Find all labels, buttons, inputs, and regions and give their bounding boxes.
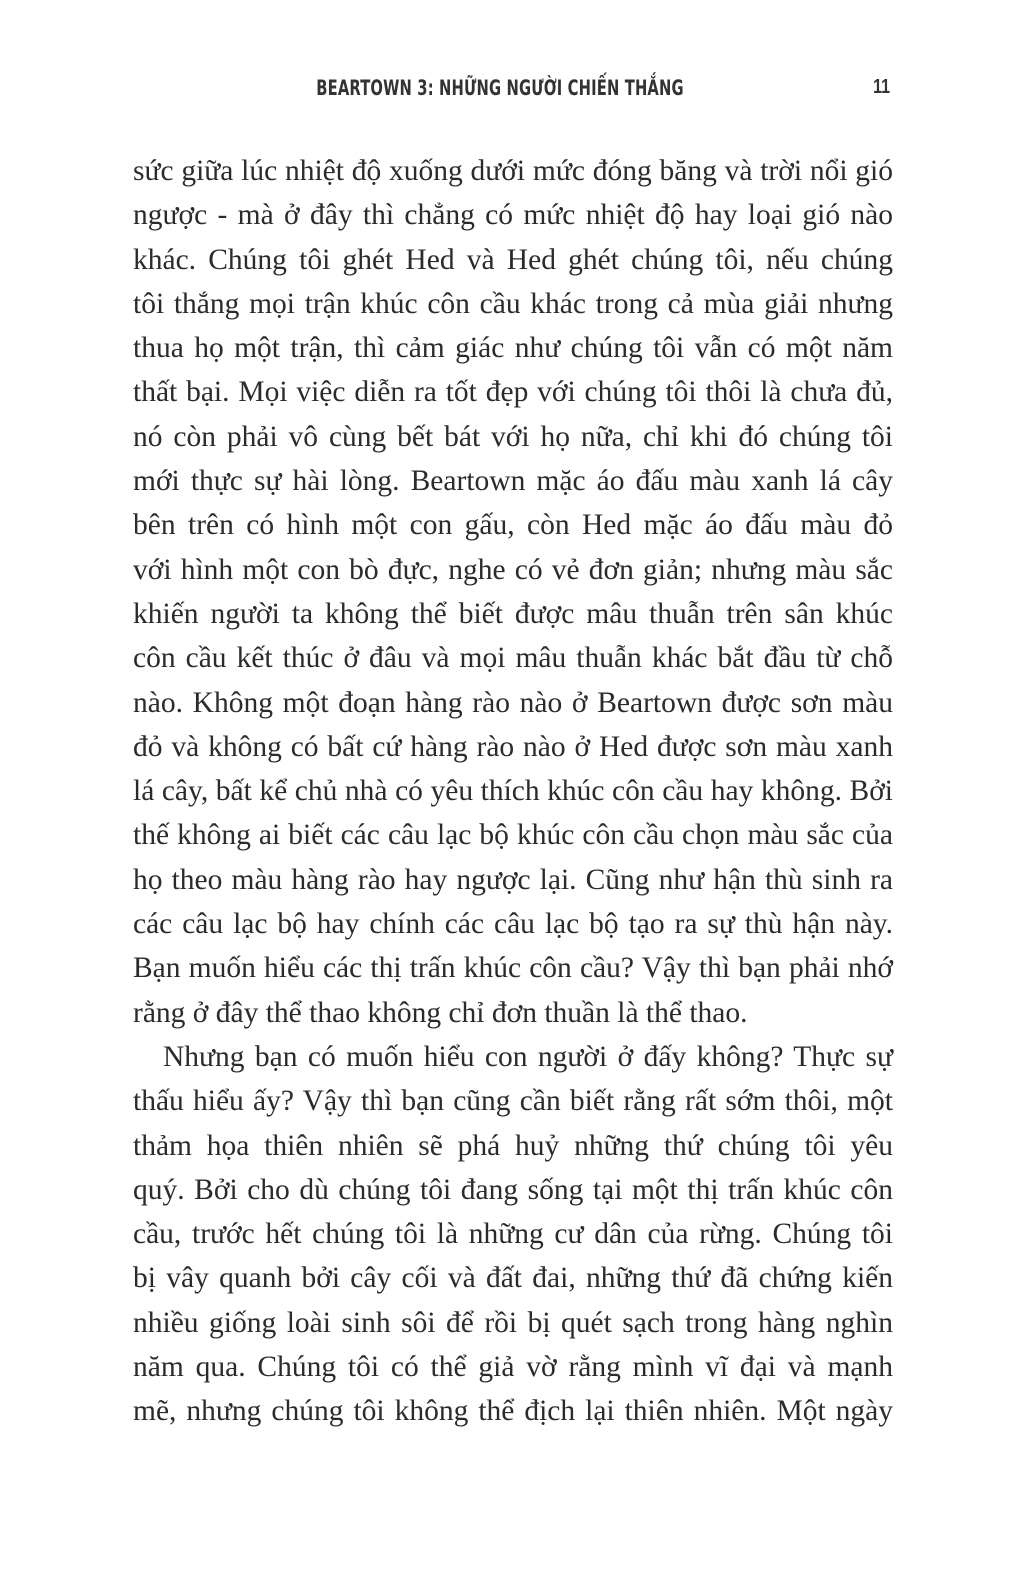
text-line: Bạn muốn hiểu các thị trấn khúc côn cầu? Vậy thì bạn phải nhớ <box>133 952 893 985</box>
running-header <box>0 72 1024 108</box>
text-line: nhiều giống loài sinh sôi để rồi bị quét sạch trong hàng nghìn <box>133 1306 893 1339</box>
text-line: các câu lạc bộ hay chính các câu lạc bộ tạo ra sự thù hận này. <box>133 908 893 941</box>
text-line: sức giữa lúc nhiệt độ xuống dưới mức đóng băng và trời nổi gió <box>133 155 893 187</box>
text-line: bên trên có hình một con gấu, còn Hed mặc áo đấu màu đỏ <box>133 509 893 542</box>
book-title-header: BEARTOWN 3: NHỮNG NGƯỜI CHIẾN THẮNG <box>316 76 684 100</box>
text-line: họ theo màu hàng rào hay ngược lại. Cũng như hận thù sinh ra <box>133 863 893 896</box>
text-line: thấu hiểu ấy? Vậy thì bạn cũng cần biết rằng rất sớm thôi, một <box>133 1085 893 1118</box>
text-line: côn cầu kết thúc ở đâu và mọi mâu thuẫn khác bắt đầu từ chỗ <box>133 642 893 675</box>
text-line: thảm họa thiên nhiên sẽ phá huỷ những thứ chúng tôi yêu <box>133 1129 893 1162</box>
text-line: rằng ở đây thể thao không chỉ đơn thuần là thể thao. <box>133 996 748 1029</box>
text-line: quý. Bởi cho dù chúng tôi đang sống tại một thị trấn khúc côn <box>133 1173 893 1206</box>
text-line: tôi thắng mọi trận khúc côn cầu khác trong cả mùa giải nhưng <box>133 287 893 320</box>
text-line: Nhưng bạn có muốn hiểu con người ở đấy không? Thực sự <box>163 1040 893 1073</box>
text-line: nào. Không một đoạn hàng rào nào ở Beartown được sơn màu <box>133 686 893 719</box>
text-line: khác. Chúng tôi ghét Hed và Hed ghét chúng tôi, nếu chúng <box>133 243 893 276</box>
page-number: 11 <box>872 76 890 98</box>
text-line: mẽ, nhưng chúng tôi không thể địch lại thiên nhiên. Một ngày <box>133 1395 893 1428</box>
text-line: bị vây quanh bởi cây cối và đất đai, những thứ đã chứng kiến <box>133 1262 893 1295</box>
text-line: thua họ một trận, thì cảm giác như chúng tôi vẫn có một năm <box>133 332 893 365</box>
text-line: cầu, trước hết chúng tôi là những cư dân của rừng. Chúng tôi <box>133 1218 893 1251</box>
text-line: thất bại. Mọi việc diễn ra tốt đẹp với chúng tôi thôi là chưa đủ, <box>133 376 893 409</box>
body-text <box>133 149 893 1434</box>
text-line: với hình một con bò đực, nghe có vẻ đơn giản; nhưng màu sắc <box>133 553 893 586</box>
text-line: thế không ai biết các câu lạc bộ khúc côn cầu chọn màu sắc của <box>133 819 893 852</box>
text-line: năm qua. Chúng tôi có thể giả vờ rằng mình vĩ đại và mạnh <box>133 1351 893 1384</box>
text-line: lá cây, bất kể chủ nhà có yêu thích khúc côn cầu hay không. Bởi <box>133 775 893 808</box>
text-line: đỏ và không có bất cứ hàng rào nào ở Hed được sơn màu xanh <box>133 730 893 763</box>
text-line: mới thực sự hài lòng. Beartown mặc áo đấu màu xanh lá cây <box>133 465 893 498</box>
text-line: nó còn phải vô cùng bết bát với họ nữa, chỉ khi đó chúng tôi <box>133 420 893 453</box>
paragraph-1 <box>133 149 893 1035</box>
text-line: ngược - mà ở đây thì chẳng có mức nhiệt độ hay loại gió nào <box>133 199 893 232</box>
paragraph-2 <box>133 1035 893 1434</box>
text-line: khiến người ta không thể biết được mâu thuẫn trên sân khúc <box>133 597 893 630</box>
